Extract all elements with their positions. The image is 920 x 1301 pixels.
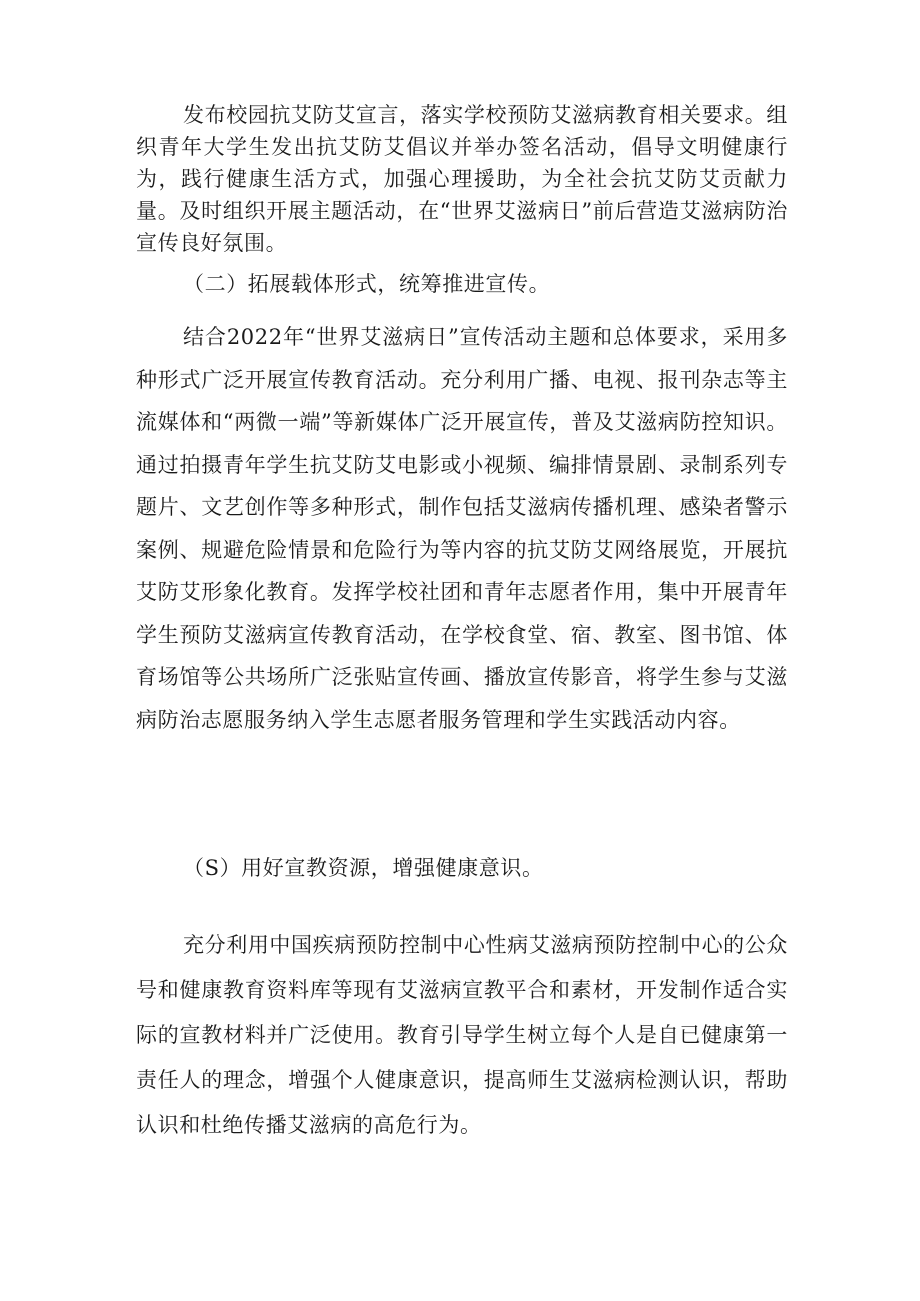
paragraph-publicity-forms: 结合2022年“世界艾滋病日”宣传活动主题和总体要求，采用多种形式广泛开展宣传教育活动。充分利用广播、电视、报刊杂志等主流媒体和“两微一端”等新媒体广泛开展宣传，普及艾滋病防控知识。通过拍摄青年学生抗艾防艾电影或小视频、编排情景剧、录制系列专题片、文艺创作等多种形式，制作包括艾滋病传播机理、感染者警示案例、规避危险情景和危险行为等内容的抗艾防艾网络展览，开展抗艾防艾形象化教育。发挥学校社团和青年志愿者作用，集中开展青年学生预防艾滋病宣传教育活动，在学校食堂、宿、教室、图书馆、体育场馆等公共场所广泛张贴宣传画、播放宣传影音，将学生参与艾滋病防治志愿服务纳入学生志愿者服务管理和学生实践活动内容。 <box>136 325 788 732</box>
paragraph-education-resources: 充分利用中国疾病预防控制中心性病艾滋病预防控制中心的公众号和健康教育资料库等现有艾滋病宣教平合和素材，开发制作适合实际的宣教材料并广泛使用。教育引导学生树立每个人是自已健康第一责任人的理念，增强个人健康意识，提高师生艾滋病检测认识，帮助认识和杜绝传播艾滋病的高危行为。 <box>136 933 788 1137</box>
paragraph-campus-declaration: 发布校园抗艾防艾宣言，落实学校预防艾滋病教育相关要求。组织青年大学生发出抗艾防艾倡议并举办签名活动，倡导文明健康行为，践行健康生活方式，加强心理援助，为全社会抗艾防艾贡献力量。及时组织开展主题活动，在“世界艾滋病日”前后营造艾滋病防治宣传良好氛围。 <box>136 103 788 255</box>
section-heading-3: （S）用好宣教资源，增强健康意识。 <box>183 856 544 880</box>
section-heading-2: （二）拓展载体形式，统筹推进宣传。 <box>183 272 551 296</box>
